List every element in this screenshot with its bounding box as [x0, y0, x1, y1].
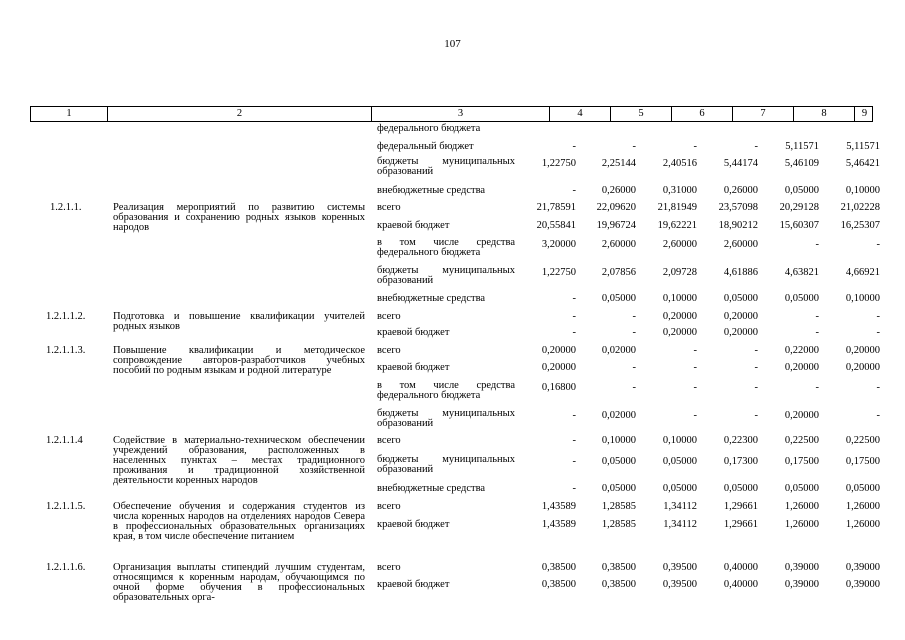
header-col-5: 5: [611, 107, 672, 121]
row-value: 1,34112: [663, 519, 697, 530]
row-name: Обеспечение обучения и содержания студентов из числа коренных народов на отделениях народов Севера в профессиональных образовательных организациях края, в том числе обеспечение питанием: [113, 501, 365, 542]
row-value: 5,46109: [784, 158, 819, 169]
row-value: 2,07856: [601, 267, 636, 278]
row-value: 0,20000: [723, 311, 758, 322]
row-value: 21,78591: [536, 202, 576, 213]
table-header: [30, 106, 873, 122]
row-value: 4,61886: [723, 267, 758, 278]
row-value: 0,39500: [662, 579, 697, 590]
row-source: краевой бюджет: [377, 220, 450, 231]
header-col-6: 6: [672, 107, 733, 121]
row-value: 1,26000: [784, 519, 819, 530]
row-code: 1.2.1.1.: [50, 202, 82, 213]
row-value: 0,05000: [601, 456, 636, 467]
row-value: 0,05000: [662, 483, 697, 494]
row-value: 0,20000: [662, 327, 697, 338]
row-value: 0,22000: [784, 345, 819, 356]
row-value: 0,02000: [601, 410, 636, 421]
row-value: -: [693, 141, 697, 152]
header-col-4: 4: [550, 107, 611, 121]
row-source: бюджеты муниципальных образований: [377, 408, 515, 429]
row-value: 19,96724: [596, 220, 636, 231]
row-source: в том числе средства федерального бюджета: [377, 237, 515, 258]
row-source: внебюджетные средства: [377, 185, 486, 196]
row-value: 0,10000: [662, 435, 697, 446]
row-value: 0,20000: [784, 362, 819, 373]
row-value: 19,62221: [657, 220, 697, 231]
row-value: 5,11571: [846, 141, 880, 152]
row-code: 1.2.1.1.4: [46, 435, 83, 446]
row-value: 0,20000: [662, 311, 697, 322]
row-value: -: [754, 362, 758, 373]
row-source: краевой бюджет: [377, 362, 450, 373]
row-code: 1.2.1.1.5.: [46, 501, 86, 512]
row-code: 1.2.1.1.6.: [46, 562, 86, 573]
row-value: 1,29661: [723, 501, 758, 512]
row-value: 1,26000: [845, 501, 880, 512]
row-value: -: [632, 327, 636, 338]
row-value: 22,09620: [596, 202, 636, 213]
row-value: -: [876, 382, 880, 393]
row-value: 0,17500: [784, 456, 819, 467]
row-value: 1,43589: [541, 501, 576, 512]
row-name: Организация выплаты стипендий лучшим студентам, относящимся к коренным народам, обучающимся по очной форме обучения в профессиональных образовательных орга-: [113, 562, 365, 603]
row-value: 4,63821: [784, 267, 819, 278]
row-value: 0,05000: [723, 483, 758, 494]
row-value: 0,05000: [784, 293, 819, 304]
row-value: 0,22300: [723, 435, 758, 446]
row-value: 21,02228: [840, 202, 880, 213]
row-value: -: [815, 327, 819, 338]
row-value: 0,20000: [845, 345, 880, 356]
row-value: -: [572, 293, 576, 304]
row-value: -: [693, 345, 697, 356]
row-value: 0,38500: [541, 579, 576, 590]
row-value: 5,46421: [845, 158, 880, 169]
row-value: 0,39000: [784, 579, 819, 590]
row-value: 0,10000: [845, 185, 880, 196]
row-value: 0,38500: [601, 579, 636, 590]
row-value: 0,17500: [845, 456, 880, 467]
header-col-2: 2: [108, 107, 372, 121]
row-value: -: [572, 456, 576, 467]
row-value: 0,40000: [723, 562, 758, 573]
row-value: 1,29661: [723, 519, 758, 530]
row-name: Подготовка и повышение квалификации учителей родных языков: [113, 311, 365, 332]
row-value: 0,17300: [723, 456, 758, 467]
row-value: -: [572, 185, 576, 196]
row-value: -: [754, 382, 758, 393]
row-value: 0,20000: [541, 362, 576, 373]
row-source: бюджеты муниципальных образований: [377, 454, 515, 475]
page-number: 107: [444, 38, 461, 50]
row-value: -: [754, 345, 758, 356]
row-value: 0,20000: [845, 362, 880, 373]
row-name: Содействие в материально-техническом обеспечении учреждений образования, расположенных в населенных пунктах – местах традиционного проживания и традиционной хозяйственной деятельности коренных народов: [113, 435, 365, 486]
row-source: краевой бюджет: [377, 519, 450, 530]
row-source: краевой бюджет: [377, 327, 450, 338]
row-value: -: [876, 239, 880, 250]
row-value: -: [572, 311, 576, 322]
row-value: 4,66921: [845, 267, 880, 278]
continuation-text: федерального бюджета: [377, 123, 481, 134]
row-value: 3,20000: [541, 239, 576, 250]
row-value: 0,05000: [723, 293, 758, 304]
row-source: всего: [377, 562, 401, 573]
row-value: -: [754, 410, 758, 421]
row-value: 18,90212: [718, 220, 758, 231]
row-value: -: [632, 362, 636, 373]
row-value: 0,05000: [601, 483, 636, 494]
row-value: 0,38500: [601, 562, 636, 573]
row-value: 0,05000: [845, 483, 880, 494]
row-value: 21,81949: [657, 202, 697, 213]
row-value: -: [572, 483, 576, 494]
row-value: -: [572, 435, 576, 446]
row-source: всего: [377, 435, 401, 446]
row-value: -: [693, 410, 697, 421]
row-source: бюджеты муниципальных образований: [377, 265, 515, 286]
row-value: 1,22750: [541, 158, 576, 169]
row-value: 0,22500: [784, 435, 819, 446]
row-value: 1,26000: [784, 501, 819, 512]
row-value: 0,20000: [541, 345, 576, 356]
row-value: 1,26000: [845, 519, 880, 530]
header-col-1: 1: [31, 107, 108, 121]
row-value: 0,05000: [662, 456, 697, 467]
row-value: 2,60000: [723, 239, 758, 250]
row-value: -: [815, 382, 819, 393]
row-value: 0,05000: [601, 293, 636, 304]
row-value: 2,60000: [601, 239, 636, 250]
row-value: 15,60307: [779, 220, 819, 231]
row-value: -: [876, 311, 880, 322]
row-value: -: [815, 311, 819, 322]
row-source: всего: [377, 202, 401, 213]
row-value: 0,22500: [845, 435, 880, 446]
row-value: 0,26000: [723, 185, 758, 196]
row-value: 0,38500: [541, 562, 576, 573]
row-code: 1.2.1.1.3.: [46, 345, 86, 356]
row-source: в том числе средства федерального бюджета: [377, 380, 515, 401]
row-value: -: [572, 141, 576, 152]
row-value: 16,25307: [840, 220, 880, 231]
row-value: 20,29128: [779, 202, 819, 213]
row-value: -: [632, 311, 636, 322]
row-value: 23,57098: [718, 202, 758, 213]
row-name: Повышение квалификации и методическое сопровождение авторов-разработчиков учебных пособий по родным языкам и родной литературе: [113, 345, 365, 376]
header-col-9: 9: [861, 108, 868, 119]
row-value: -: [693, 362, 697, 373]
row-value: 0,16800: [541, 382, 576, 393]
header-col-8: 8: [794, 107, 855, 121]
row-value: 5,44174: [723, 158, 758, 169]
row-value: -: [815, 239, 819, 250]
row-value: 0,26000: [601, 185, 636, 196]
row-source: всего: [377, 345, 401, 356]
header-col-3: 3: [372, 107, 550, 121]
row-value: 1,43589: [541, 519, 576, 530]
row-value: 0,20000: [784, 410, 819, 421]
row-value: -: [693, 382, 697, 393]
row-value: 2,09728: [662, 267, 697, 278]
row-source: внебюджетные средства: [377, 483, 486, 494]
row-value: 1,28585: [601, 519, 636, 530]
row-value: -: [876, 327, 880, 338]
row-value: -: [632, 382, 636, 393]
row-code: 1.2.1.1.2.: [46, 311, 86, 322]
header-col-7: 7: [733, 107, 794, 121]
row-value: 0,39000: [845, 562, 880, 573]
row-value: -: [572, 327, 576, 338]
row-value: 1,22750: [541, 267, 576, 278]
row-source: всего: [377, 501, 401, 512]
row-source: краевой бюджет: [377, 579, 450, 590]
row-value: -: [632, 141, 636, 152]
row-value: 0,10000: [601, 435, 636, 446]
row-value: 1,28585: [601, 501, 636, 512]
row-value: 0,39000: [784, 562, 819, 573]
row-value: 0,40000: [723, 579, 758, 590]
row-value: 0,39000: [845, 579, 880, 590]
row-source: бюджеты муниципальных образований: [377, 156, 515, 177]
row-value: 20,55841: [536, 220, 576, 231]
row-value: -: [572, 410, 576, 421]
row-value: 2,25144: [601, 158, 636, 169]
row-value: -: [754, 141, 758, 152]
row-value: 0,20000: [723, 327, 758, 338]
row-value: 0,05000: [784, 185, 819, 196]
row-name: Реализация мероприятий по развитию системы образования и сохранению родных языков коренных народов: [113, 202, 365, 233]
row-value: 5,11571: [785, 141, 819, 152]
row-value: 0,10000: [845, 293, 880, 304]
row-value: -: [876, 410, 880, 421]
row-value: 0,10000: [662, 293, 697, 304]
row-source: всего: [377, 311, 401, 322]
row-value: 0,05000: [784, 483, 819, 494]
row-source: внебюджетные средства: [377, 293, 486, 304]
row-value: 0,02000: [601, 345, 636, 356]
row-value: 2,60000: [662, 239, 697, 250]
row-value: 2,40516: [662, 158, 697, 169]
row-source: федеральный бюджет: [377, 141, 474, 152]
row-value: 1,34112: [663, 501, 697, 512]
row-value: 0,31000: [662, 185, 697, 196]
row-value: 0,39500: [662, 562, 697, 573]
